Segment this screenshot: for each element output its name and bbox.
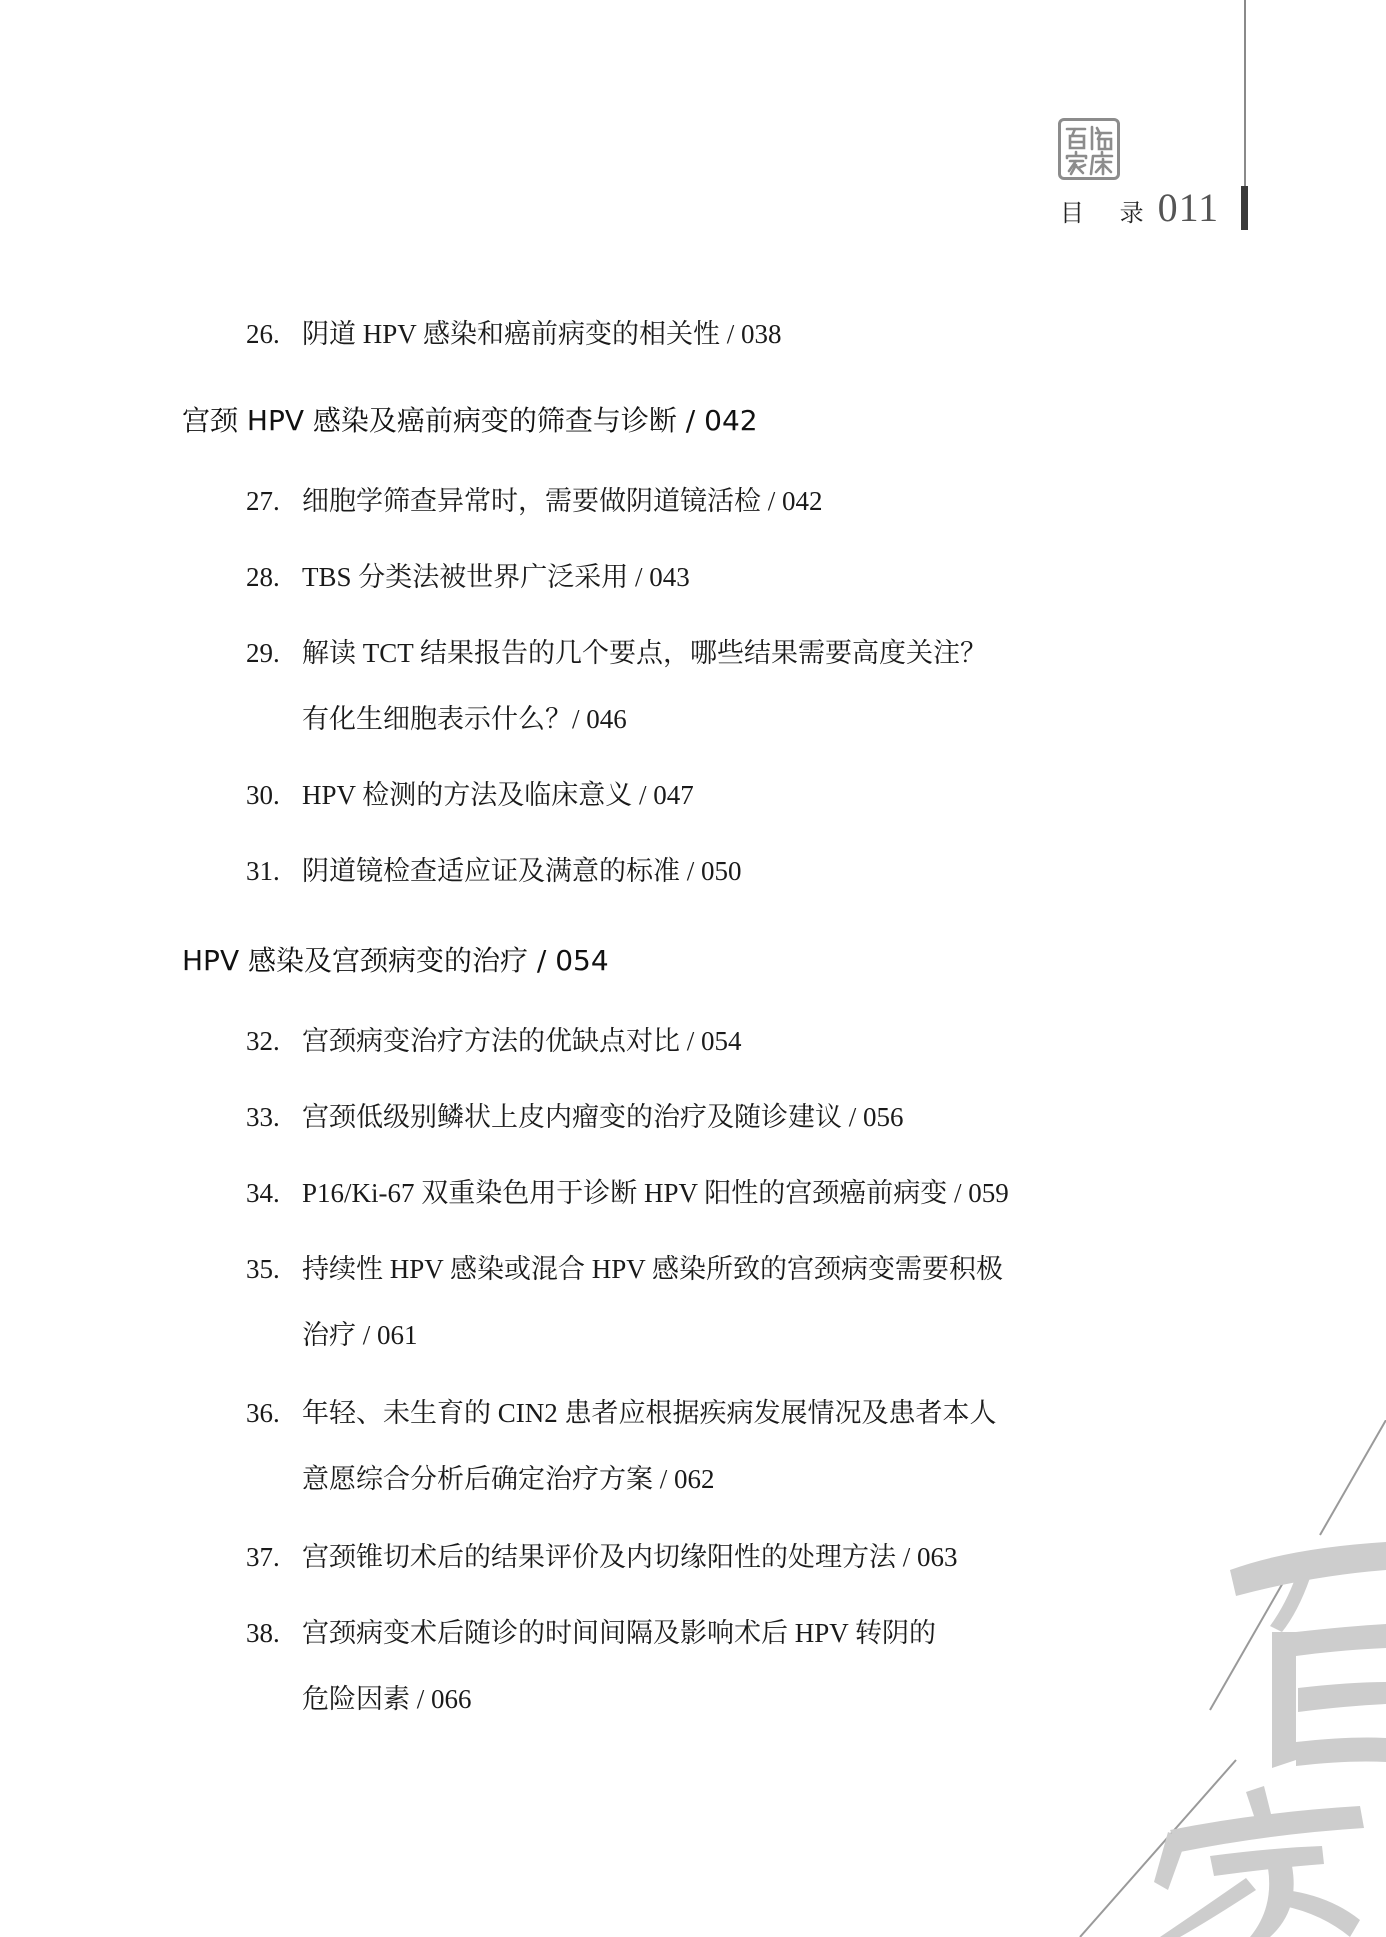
toc-entry[interactable]: [246, 1019, 742, 1058]
entry-title: 持续性 HPV 感染或混合 HPV 感染所致的宫颈病变需要积极: [302, 1254, 1004, 1284]
entry-title-continued: 治疗 / 061: [302, 1320, 418, 1350]
entry-title: 阴道 HPV 感染和癌前病变的相关性 / 038: [302, 319, 782, 349]
entry-title-continued: 有化生细胞表示什么？/ 046: [302, 704, 627, 734]
entry-title: 阴道镜检查适应证及满意的标准 / 050: [302, 856, 742, 886]
entry-number: 34.: [246, 1178, 280, 1208]
entry-title-continued: 危险因素 / 066: [302, 1684, 472, 1714]
margin-tab-marker: [1241, 186, 1248, 230]
header-label: 目 录: [1060, 199, 1158, 227]
toc-entry[interactable]: [246, 1535, 958, 1574]
toc-entry-continuation[interactable]: [302, 1457, 715, 1496]
toc-entry-continuation[interactable]: [302, 697, 627, 736]
entry-title: HPV 检测的方法及临床意义 / 047: [302, 780, 694, 810]
entry-number: 37.: [246, 1542, 280, 1572]
entry-number: 33.: [246, 1102, 280, 1132]
entry-number: 35.: [246, 1254, 280, 1284]
entry-title-continued: 意愿综合分析后确定治疗方案 / 062: [302, 1464, 715, 1494]
page-number: 011: [1157, 185, 1220, 230]
entry-title: 细胞学筛查异常时，需要做阴道镜活检 / 042: [302, 486, 823, 516]
entry-number: 28.: [246, 562, 280, 592]
entry-number: 36.: [246, 1398, 280, 1428]
entry-title: TBS 分类法被世界广泛采用 / 043: [302, 562, 690, 592]
toc-entry[interactable]: [246, 1391, 997, 1430]
section-title: 宫颈 HPV 感染及癌前病变的筛查与诊断 / 042: [182, 404, 758, 437]
entry-title: 宫颈病变术后随诊的时间间隔及影响术后 HPV 转阴的: [302, 1618, 937, 1648]
entry-number: 26.: [246, 319, 280, 349]
entry-title: 宫颈病变治疗方法的优缺点对比 / 054: [302, 1026, 742, 1056]
toc-entry[interactable]: [246, 555, 690, 594]
brush-watermark: [1060, 1420, 1386, 1937]
entry-title: 宫颈低级别鳞状上皮内瘤变的治疗及随诊建议 / 056: [302, 1102, 904, 1132]
toc-entry[interactable]: [246, 631, 987, 670]
toc-entry-continuation[interactable]: [302, 1677, 472, 1716]
entry-number: 31.: [246, 856, 280, 886]
toc-section-heading[interactable]: [182, 399, 758, 439]
seal-logo-mark: [1061, 121, 1117, 177]
toc-entry[interactable]: [246, 1095, 904, 1134]
toc-entry[interactable]: [246, 1247, 1003, 1286]
toc-entry[interactable]: [246, 773, 694, 812]
toc-entry-continuation[interactable]: [302, 1313, 418, 1352]
entry-title: 解读 TCT 结果报告的几个要点，哪些结果需要高度关注？: [302, 638, 988, 668]
toc-entry[interactable]: [246, 479, 823, 518]
toc-section-heading[interactable]: [182, 939, 609, 979]
page-header: [1060, 184, 1219, 234]
entry-title: 年轻、未生育的 CIN2 患者应根据疾病发展情况及患者本人: [302, 1398, 997, 1428]
entry-number: 32.: [246, 1026, 280, 1056]
toc-entry[interactable]: [246, 849, 742, 888]
seal-logo: [1058, 118, 1120, 180]
entry-number: 38.: [246, 1618, 280, 1648]
entry-title: P16/Ki-67 双重染色用于诊断 HPV 阳性的宫颈癌前病变 / 059: [302, 1178, 1009, 1208]
entry-number: 30.: [246, 780, 280, 810]
toc-entry[interactable]: [246, 1611, 936, 1650]
toc-entry[interactable]: [246, 1171, 1009, 1210]
toc-entry[interactable]: [246, 312, 782, 351]
section-title: HPV 感染及宫颈病变的治疗 / 054: [182, 944, 609, 977]
entry-number: 27.: [246, 486, 280, 516]
entry-number: 29.: [246, 638, 280, 668]
entry-title: 宫颈锥切术后的结果评价及内切缘阳性的处理方法 / 063: [302, 1542, 958, 1572]
